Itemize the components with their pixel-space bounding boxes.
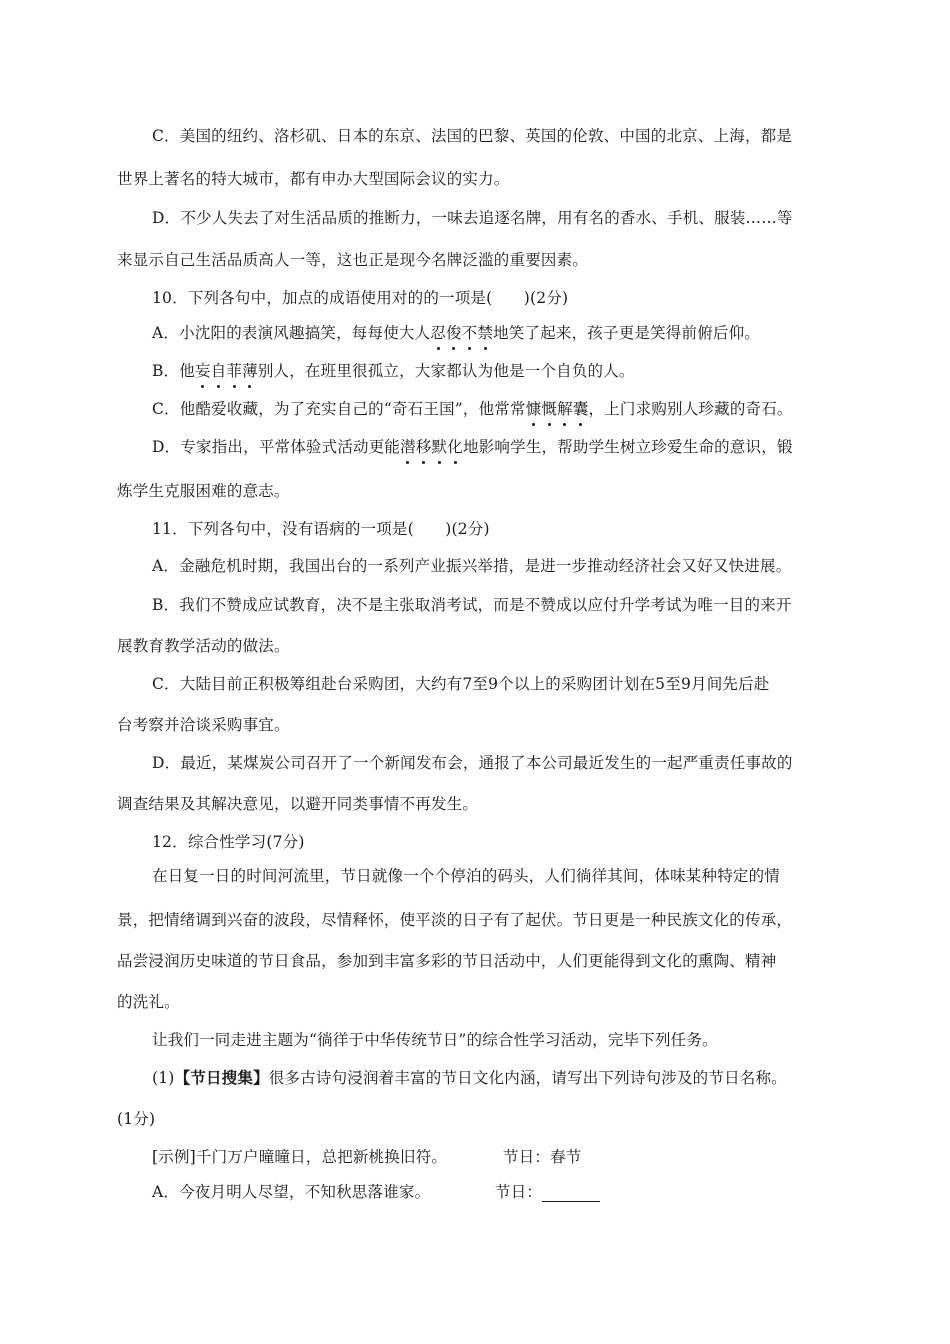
q10-option-d-line2: 炼学生克服困难的意志。: [117, 482, 290, 500]
q9-option-d-line2: 来显示自己生活品质高人一等，这也正是现今名牌泛滥的重要因素。: [117, 251, 589, 269]
q10-stem: 10．下列各句中，加点的成语使用对的的一项是( )(2分): [152, 289, 569, 307]
emphasized-char: 默: [431, 438, 448, 456]
q10-option-b: [152, 361, 635, 381]
q11-stem: 11．下列各句中，没有语病的一项是( )(2分): [152, 520, 490, 538]
q12-task1: [152, 1068, 787, 1088]
q10-option-d-text: 地影响学生，帮助学生树立珍爱生命的意识，锻: [462, 438, 793, 456]
emphasized-char: 移: [415, 438, 432, 456]
q12-task1-tag: 【节日搜集】: [174, 1068, 269, 1087]
q11-option-b-line1: B．我们不赞成应试教育，决不是主张取消考试，而是不赞成以应付升学考试为唯一目的来开: [152, 596, 792, 614]
emphasized-char: 忍: [430, 324, 446, 342]
emphasized-char: 薄: [242, 362, 258, 380]
q12-paragraph-line1: 在日复一日的时间河流里，节日就像一个个停泊的码头，人们徜徉其间，体味某种特定的情: [152, 867, 781, 885]
emphasized-char: 自: [210, 362, 227, 380]
q9-option-c-line1: C．美国的纽约、洛杉矶、日本的东京、法国的巴黎、英国的伦敦、中国的北京、上海，都是: [152, 127, 793, 145]
q11-option-b-line2: 展教育教学活动的做法。: [117, 637, 290, 655]
q12-item-a-answer: [495, 1182, 600, 1202]
q10-option-a: [152, 323, 760, 343]
emphasized-char: 慨: [541, 400, 558, 418]
q11-option-d-line2: 调查结果及其解决意见，以避开同类事情不再发生。: [117, 795, 479, 813]
q12-task1-score: (1分): [117, 1110, 156, 1128]
emphasized-char: 解: [557, 400, 573, 418]
emphasized-char: 菲: [226, 362, 243, 380]
q10-option-b-text: 别人，在班里很孤立，大家都认为他是一个自负的人。: [257, 362, 635, 380]
q12-item-a-poem: A．今夜月明人尽望，不知秋思落谁家。: [152, 1183, 431, 1201]
emphasized-char: 囊: [572, 400, 589, 418]
q9-option-d-line1: D．不少人失去了对生活品质的推断力，一味去追逐名牌，用有名的香水、手机、服装……等: [152, 209, 793, 227]
emphasized-char: 不: [461, 324, 478, 342]
emphasized-char: 化: [447, 438, 463, 456]
q12-paragraph-line2: 景，把情绪调到兴奋的波段，尽情释怀，使平淡的日子有了起伏。节日更是一种民族文化的传承，: [117, 911, 793, 929]
q10-option-c-text: C．他酷爱收藏，为了充实自己的“奇石王国”，他常常: [152, 400, 526, 418]
q11-option-c-line1: C．大陆目前正积极筹组赴台采购团，大约有7至9个以上的采购团计划在5至9月间先后赴: [152, 675, 770, 693]
q12-task1-number: (1): [152, 1069, 175, 1087]
q12-paragraph-line3: 品尝浸润历史味道的节日食品，参加到丰富多彩的节日活动中，人们更能得到文化的熏陶、精神: [117, 952, 777, 970]
q12-intro: 让我们一同走进主题为“徜徉于中华传统节日”的综合性学习活动，完毕下列任务。: [152, 1031, 718, 1049]
q12-example-poem: [示例]千门万户曈曈日，总把新桃换旧符。: [152, 1148, 448, 1166]
q12-paragraph-line4: 的洗礼。: [117, 993, 180, 1011]
emphasized-char: 禁: [477, 324, 494, 342]
q12-item-a-label: 节日：: [495, 1183, 543, 1201]
emphasized-char: 妄: [195, 362, 211, 380]
q12-stem: 12．综合性学习(7分): [152, 833, 305, 851]
emphasized-char: 俊: [446, 324, 462, 342]
q10-option-a-text: A．小沈阳的表演风趣搞笑，每每使大人: [152, 324, 431, 342]
q10-option-d-line1: [152, 437, 793, 457]
q10-option-a-text: 地笑了起来，孩子更是笑得前俯后仰。: [493, 324, 761, 342]
q9-option-c-line2: 世界上著名的特大城市，都有申办大型国际会议的实力。: [117, 170, 510, 188]
answer-blank[interactable]: [542, 1183, 600, 1202]
q10-option-c-text: ，上门求购别人珍藏的奇石。: [588, 400, 793, 418]
emphasized-char: 潜: [400, 438, 416, 456]
q11-option-d-line1: D．最近，某煤炭公司召开了一个新闻发布会，通报了本公司最近发生的一起严重责任事故的: [152, 754, 793, 772]
q12-example-answer: 节日：春节: [503, 1148, 582, 1166]
emphasized-char: 慷: [525, 400, 542, 418]
q11-option-c-line2: 台考察并洽谈采购事宜。: [117, 716, 290, 734]
q10-option-b-text: B．他: [152, 362, 195, 380]
q10-option-d-text: D．专家指出，平常体验式活动更能: [152, 438, 401, 456]
q12-task1-text: 很多古诗句浸润着丰富的节日文化内涵，请写出下列诗句涉及的节日名称。: [268, 1069, 787, 1087]
q10-option-c: [152, 399, 793, 419]
q11-option-a: A．金融危机时期，我国出台的一系列产业振兴举措，是进一步推动经济社会又好又快进展。: [152, 557, 792, 575]
